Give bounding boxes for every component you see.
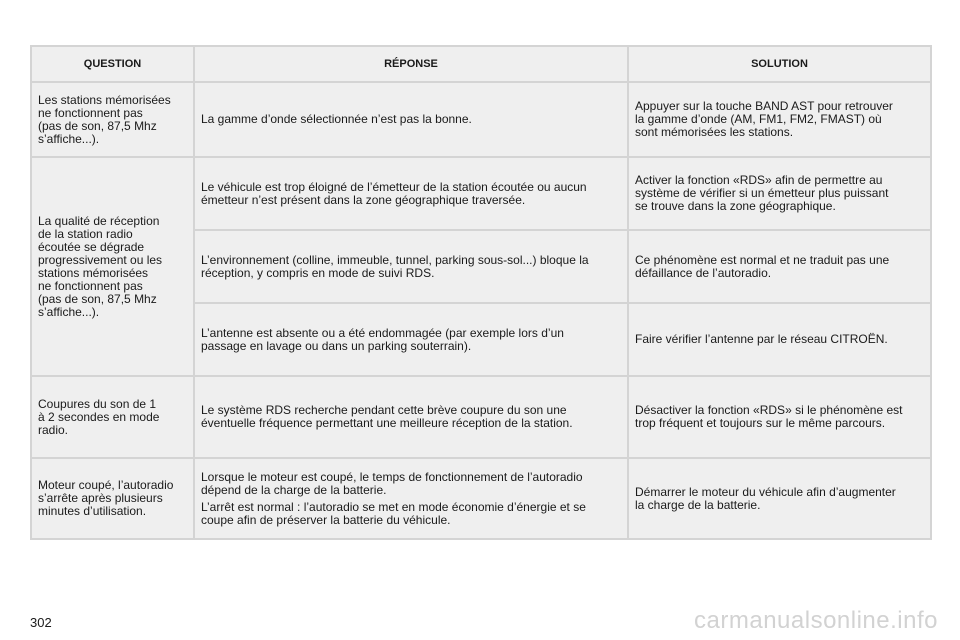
troubleshooting-table [30,45,932,540]
solution-cell: Désactiver la fonction «RDS» si le phénomène est trop fréquent et toujours sur le même parcours. [628,376,931,458]
response-text: Lorsque le moteur est coupé, le temps de fonctionnement de l’autoradio dépend de la charge de la batterie. [201,469,583,497]
response-cell [194,303,628,376]
response-text: La gamme d’onde sélectionnée n’est pas la bonne. [201,112,472,126]
solution-cell: Démarrer le moteur du véhicule afin d’augmenter la charge de la batterie. [628,458,931,539]
solution-cell: Activer la fonction «RDS» afin de permettre au système de vérifier si un émetteur plus puissant se trouve dans la zone géographique. [628,157,931,230]
response-text: Le véhicule est trop éloigné de l’émetteur de la station écoutée ou aucun émetteur n’est présent dans la zone géographique traversée. [201,179,587,207]
response-cell [194,157,628,230]
response-cell [194,376,628,458]
solution-cell: Appuyer sur la touche BAND AST pour retrouver la gamme d’onde (AM, FM1, FM2, FMAST) où sont mémorisées les stations. [628,82,931,157]
solution-cell: Ce phénomène est normal et ne traduit pas une défaillance de l’autoradio. [628,230,931,303]
response-cell [194,82,628,157]
table-row [31,157,931,230]
response-text: L’antenne est absente ou a été endommagée (par exemple lors d’un passage en lavage ou dans un parking souterrain). [201,325,564,353]
table-row [31,82,931,157]
table-header-row [31,46,931,82]
question-cell: Coupures du son de 1 à 2 secondes en mode radio. [31,376,194,458]
response-text: Le système RDS recherche pendant cette brève coupure du son une éventuelle fréquence permettant une meilleure réception de la station. [201,403,573,430]
watermark: carmanualsonline.info [694,607,938,634]
question-cell: Moteur coupé, l’autoradio s’arrête après plusieurs minutes d’utilisation. [31,458,194,539]
table-row [31,458,931,539]
response-text: L’arrêt est normal : l’autoradio se met en mode économie d’énergie et se coupe afin de préserver la batterie du véhicule. [201,499,586,527]
response-cell [194,458,628,539]
question-cell: La qualité de réception de la station radio écoutée se dégrade progressivement ou les stations mémorisées ne fonctionnent pas (pas de son, 87,5 Mhz s’affiche...). [31,157,194,376]
response-cell [194,230,628,303]
header-response: RÉPONSE [194,46,628,82]
response-text: L’environnement (colline, immeuble, tunnel, parking sous-sol...) bloque la réception, y compris en mode de suivi RDS. [201,252,589,280]
header-question: QUESTION [31,46,194,82]
question-cell: Les stations mémorisées ne fonctionnent pas (pas de son, 87,5 Mhz s’affiche...). [31,82,194,157]
table-row [31,376,931,458]
page-number: 302 [30,615,52,630]
header-solution: SOLUTION [628,46,931,82]
solution-cell: Faire vérifier l’antenne par le réseau CITROËN. [628,303,931,376]
